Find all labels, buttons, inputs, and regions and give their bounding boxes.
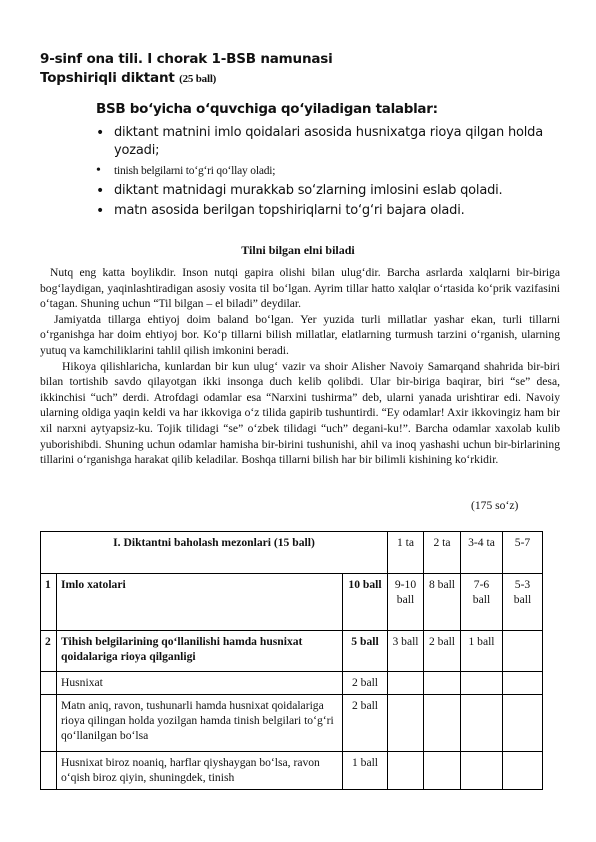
- dictation-label: Topshiriqli diktant: [40, 70, 175, 86]
- score-cell: [424, 695, 461, 752]
- row-number: [41, 752, 57, 790]
- column-header: 1 ta: [388, 532, 424, 574]
- row-number: 1: [41, 574, 57, 631]
- criterion-points: 10 ball: [343, 574, 388, 631]
- word-count: (175 so‘z): [471, 499, 519, 512]
- score-cell: [461, 695, 503, 752]
- criterion-name: Matn aniq, ravon, tushunarli hamda husnixat qoidalariga rioya qilingan holda yozilgan hamda tinish belgilari to‘g‘ri qo‘llanilgan bo‘lsa: [57, 695, 343, 752]
- table-row: [41, 631, 543, 672]
- criterion-name: Imlo xatolari: [57, 574, 343, 631]
- score-cell: [461, 752, 503, 790]
- score-cell: [388, 752, 424, 790]
- document-subtitle: [40, 70, 216, 86]
- requirements-list: [96, 124, 576, 222]
- requirement-item: • diktant matnini imlo qoidalari asosida husnixatga rioya qilgan holda yozadi;: [96, 124, 576, 160]
- row-number: [41, 695, 57, 752]
- requirement-item: • tinish belgilarni to‘g‘ri qo‘llay oladi;: [96, 162, 576, 180]
- table-row: [41, 752, 543, 790]
- score-cell: [388, 695, 424, 752]
- score-cell: 2 ball: [424, 631, 461, 672]
- dictation-paragraph: Hikoya qilishlaricha, kunlardan bir kun ulug‘ vazir va shoir Alisher Navoiy Samarqand shahrida bir-biri bilan tortishib savdo qilayotgan ikki insonga duch kelib qolibdi. Ular bir-biriga baqirar, biri “se” desa, ikkinchisi “uch” derdi. Atrofdagi odamlar esa “Narxini tushirma” deb, ularni yanada urishtirar edi. Navoiy ularning oldiga yaqin keldi va har ikkoviga o‘z tilida gapirib tushuntirdi. “Ey odamlar! Axir ikkovingiz ham bir xil narxni aytyapsiz-ku. Tojik tilidagi “se” o‘zbek tilidagi “uch” degani-ku!”. Barcha odamlar xaxolab kulib yuborishibdi. Shuning uchun odamlar hamisha bir-birini tushunishi, ahil va inoq yashashi uchun bir-birlarining tillarini o‘rganishga harakat qilib keladilar. Boshqa tillarni bilish har bir bilimli kishining ko‘rkidir.: [40, 359, 560, 467]
- table-header-row: [41, 532, 543, 574]
- score-cell: [503, 672, 543, 695]
- criterion-name: Husnixat biroz noaniq, harflar qiyshaygan bo‘lsa, ravon o‘qish biroz qiyin, shuningdek, tinish: [57, 752, 343, 790]
- table-row: [41, 574, 543, 631]
- requirement-item: • diktant matnidagi murakkab so‘zlarning imlosini eslab qoladi.: [96, 182, 576, 200]
- score-cell: 1 ball: [461, 631, 503, 672]
- score-cell: [461, 672, 503, 695]
- column-header: 5-7: [503, 532, 543, 574]
- score-cell: 7-6 ball: [461, 574, 503, 631]
- column-header: 2 ta: [424, 532, 461, 574]
- table-row: [41, 672, 543, 695]
- row-number: [41, 672, 57, 695]
- criterion-points: 5 ball: [343, 631, 388, 672]
- score-cell: [388, 672, 424, 695]
- score-cell: 9-10 ball: [388, 574, 424, 631]
- dictation-points: (25 ball): [179, 73, 217, 85]
- requirements-heading: BSB bo‘yicha o‘quvchiga qo‘yiladigan talablar:: [96, 101, 438, 117]
- column-header: 3-4 ta: [461, 532, 503, 574]
- dictation-paragraph: Jamiyatda tillarga ehtiyoj doim baland bo‘lgan. Yer yuzida turli millatlar yashar ekan, turli tillarni o‘rganishga har doim ehtiyoj bor. Ko‘p tillarni bilish millatlar, elatlarning turmush tarzini o‘rganish, ularning yutuq va kamchiliklarini tahlil qilish imkonini beradi.: [40, 312, 560, 357]
- criteria-table-title: I. Diktantni baholash mezonlari (15 ball): [41, 532, 388, 574]
- criterion-points: 1 ball: [343, 752, 388, 790]
- dictation-paragraph: Nutq eng katta boylikdir. Inson nutqi gapira olishi bilan ulug‘dir. Barcha asrlarda xalqlarni bir-biriga bog‘laydigan, yaqinlashtiradigan asosiy vosita til bo‘lgan. Ayrim tillar hatto xalqlar o‘rtasida ko‘prik vazifasini o‘tagan. Shuning uchun “Til bilgan – el biladi” deydilar.: [40, 266, 560, 311]
- row-number: 2: [41, 631, 57, 672]
- dictation-title: Tilni bilgan elni biladi: [241, 243, 355, 257]
- score-cell: [503, 631, 543, 672]
- score-cell: [424, 752, 461, 790]
- score-cell: 8 ball: [424, 574, 461, 631]
- score-cell: [424, 672, 461, 695]
- score-cell: 3 ball: [388, 631, 424, 672]
- score-cell: [503, 752, 543, 790]
- criterion-name: Tihish belgilarining qo‘llanilishi hamda husnixat qoidalariga rioya qilganligi: [57, 631, 343, 672]
- requirement-item: • matn asosida berilgan topshiriqlarni to‘g‘ri bajara oladi.: [96, 202, 576, 220]
- criterion-points: 2 ball: [343, 695, 388, 752]
- dictation-text: [40, 265, 560, 468]
- score-cell: 5-3 ball: [503, 574, 543, 631]
- criteria-table: [40, 531, 543, 790]
- score-cell: [503, 695, 543, 752]
- criterion-points: 2 ball: [343, 672, 388, 695]
- document-title: 9-sinf ona tili. I chorak 1-BSB namunasi: [40, 51, 333, 67]
- table-row: [41, 695, 543, 752]
- criterion-name: Husnixat: [57, 672, 343, 695]
